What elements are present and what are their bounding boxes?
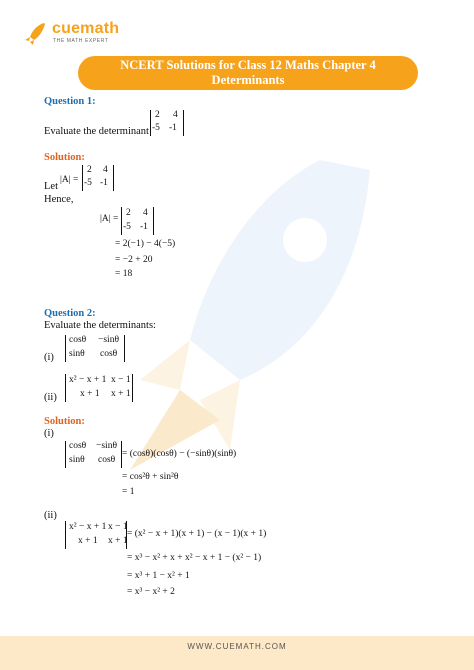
part-ii-label: (ii) bbox=[44, 392, 57, 403]
det-cell: -1 bbox=[100, 178, 108, 188]
rocket-watermark-icon bbox=[120, 150, 380, 480]
det-cell: 4 bbox=[173, 110, 178, 120]
title-line-1: NCERT Solutions for Class 12 Maths Chapter 4 bbox=[120, 58, 376, 72]
det-cell: x + 1 bbox=[78, 536, 98, 546]
solution-part-i-label: (i) bbox=[44, 428, 54, 439]
question-2-prompt: Evaluate the determinants: bbox=[44, 320, 156, 331]
hence-text: Hence, bbox=[44, 194, 74, 205]
det-cell: sinθ bbox=[69, 349, 85, 359]
det-cell: cosθ bbox=[69, 441, 87, 451]
det-cell: cosθ bbox=[69, 335, 87, 345]
q2-i-step-3: = 1 bbox=[122, 487, 135, 497]
det-cell: x − 1 bbox=[111, 375, 131, 385]
solution-part-ii-label: (ii) bbox=[44, 510, 57, 521]
det-a-label: |A| = bbox=[100, 214, 119, 224]
det-cell: x² − x + 1 bbox=[69, 375, 107, 385]
det-cell: 2 bbox=[87, 165, 92, 175]
logo-wordmark: cuemath bbox=[52, 20, 120, 37]
q1-let-determinant bbox=[82, 165, 114, 191]
let-text: Let bbox=[44, 181, 58, 192]
q2-ii-rhs: = (x² − x + 1)(x + 1) − (x − 1)(x + 1) bbox=[127, 529, 267, 539]
det-cell: sinθ bbox=[69, 455, 85, 465]
det-cell: x − 1 bbox=[108, 522, 128, 532]
det-cell: -5 bbox=[123, 222, 131, 232]
det-cell: x² − x + 1 bbox=[69, 522, 107, 532]
det-cell: -1 bbox=[140, 222, 148, 232]
det-cell: -5 bbox=[84, 178, 92, 188]
q2-sol-det-ii bbox=[65, 521, 127, 549]
question-1-prompt: Evaluate the determinant bbox=[44, 126, 149, 137]
det-cell: x + 1 bbox=[111, 389, 131, 399]
q1-hence-determinant bbox=[121, 207, 154, 235]
det-cell: -5 bbox=[152, 123, 160, 133]
rocket-logo-icon bbox=[24, 22, 46, 46]
footer-url-link[interactable]: WWW.CUEMATH.COM bbox=[187, 642, 287, 651]
det-cell: 2 bbox=[155, 110, 160, 120]
part-i-label: (i) bbox=[44, 352, 54, 363]
det-cell: cosθ bbox=[100, 349, 118, 359]
det-cell: 4 bbox=[103, 165, 108, 175]
q2-i-step-2: = cos²θ + sin²θ bbox=[122, 472, 179, 482]
cuemath-logo[interactable] bbox=[24, 22, 144, 50]
q2-ii-step-2: = x³ − x² + x + x² − x + 1 − (x² − 1) bbox=[127, 553, 262, 563]
footer-bar bbox=[0, 636, 474, 670]
det-cell: x + 1 bbox=[108, 536, 128, 546]
q1-determinant bbox=[150, 110, 184, 136]
q2-det-ii bbox=[65, 374, 133, 402]
q2-i-rhs: = (cosθ)(cosθ) − (−sinθ)(sinθ) bbox=[122, 449, 237, 459]
title-line-2: Determinants bbox=[211, 73, 285, 87]
solution-1-label: Solution: bbox=[44, 152, 85, 163]
det-cell: −sinθ bbox=[98, 335, 119, 345]
logo-tagline: THE MATH EXPERT bbox=[53, 38, 109, 44]
q2-ii-step-4: = x³ − x² + 2 bbox=[127, 587, 175, 597]
q2-det-i bbox=[65, 335, 125, 362]
det-cell: cosθ bbox=[98, 455, 116, 465]
det-a-label: |A| = bbox=[60, 175, 79, 185]
question-2-label: Question 2: bbox=[44, 308, 96, 319]
solution-2-label: Solution: bbox=[44, 416, 85, 427]
question-1-label: Question 1: bbox=[44, 96, 96, 107]
det-cell: x + 1 bbox=[80, 389, 100, 399]
det-cell: -1 bbox=[169, 123, 177, 133]
q2-sol-det-i bbox=[65, 441, 122, 468]
det-cell: −sinθ bbox=[96, 441, 117, 451]
q1-step-2: = −2 + 20 bbox=[115, 255, 153, 265]
det-cell: 4 bbox=[143, 208, 148, 218]
det-cell: 2 bbox=[126, 208, 131, 218]
q1-step-1: = 2(−1) − 4(−5) bbox=[115, 239, 176, 249]
q1-step-3: = 18 bbox=[115, 269, 133, 279]
q2-ii-step-3: = x³ + 1 − x² + 1 bbox=[127, 571, 190, 581]
page-title bbox=[78, 56, 418, 90]
